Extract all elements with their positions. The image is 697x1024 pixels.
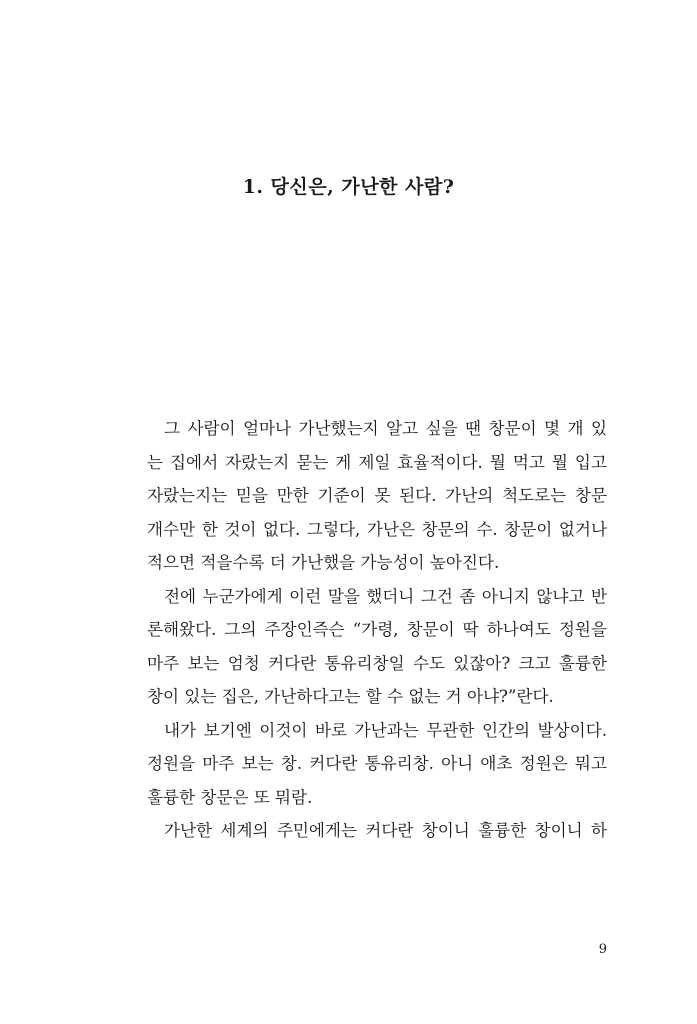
text-line-8: 마주 보는 엄청 커다란 통유리창일 수도 있잖아? 크고 훌륭한	[147, 653, 607, 673]
text-line-10: 내가 보기엔 이것이 바로 가난과는 무관한 인간의 발상이다.	[164, 720, 607, 740]
page-number: 9	[598, 942, 607, 957]
text-line-3: 자랐는지는 믿을 만한 기준이 못 된다. 가난의 척도로는 창문	[147, 486, 607, 505]
chapter-title: 1. 당신은, 가난한 사람?	[242, 176, 455, 198]
text-line-9: 창이 있는 집은, 가난하다고는 할 수 없는 거 아냐?”란다.	[147, 687, 554, 706]
text-line-11: 정원을 마주 보는 창. 커다란 통유리창. 아니 애초 정원은 뭐고	[147, 754, 607, 773]
text-line-1: 그 사람이 얼마나 가난했는지 알고 싶을 땐 창문이 몇 개 있	[164, 419, 607, 438]
text-line-7: 론해왔다. 그의 주장인즉슨 “가령, 창문이 딱 하나여도 정원을	[147, 620, 607, 639]
text-line-2: 는 집에서 자랐는지 묻는 게 제일 효율적이다. 뭘 먹고 뭘 입고	[147, 452, 607, 472]
text-line-4: 개수만 한 것이 없다. 그렇다, 가난은 창문의 수. 창문이 없거나	[147, 519, 607, 539]
text-line-12: 훌륭한 창문은 또 뭐람.	[147, 787, 313, 807]
body-text	[147, 412, 607, 848]
text-line-6: 전에 누군가에게 이런 말을 했더니 그건 좀 아니지 않냐고 반	[164, 586, 607, 606]
text-line-13: 가난한 세계의 주민에게는 커다란 창이니 훌륭한 창이니 하	[164, 821, 607, 840]
text-line-5: 적으면 적을수록 더 가난했을 가능성이 높아진다.	[147, 553, 500, 572]
